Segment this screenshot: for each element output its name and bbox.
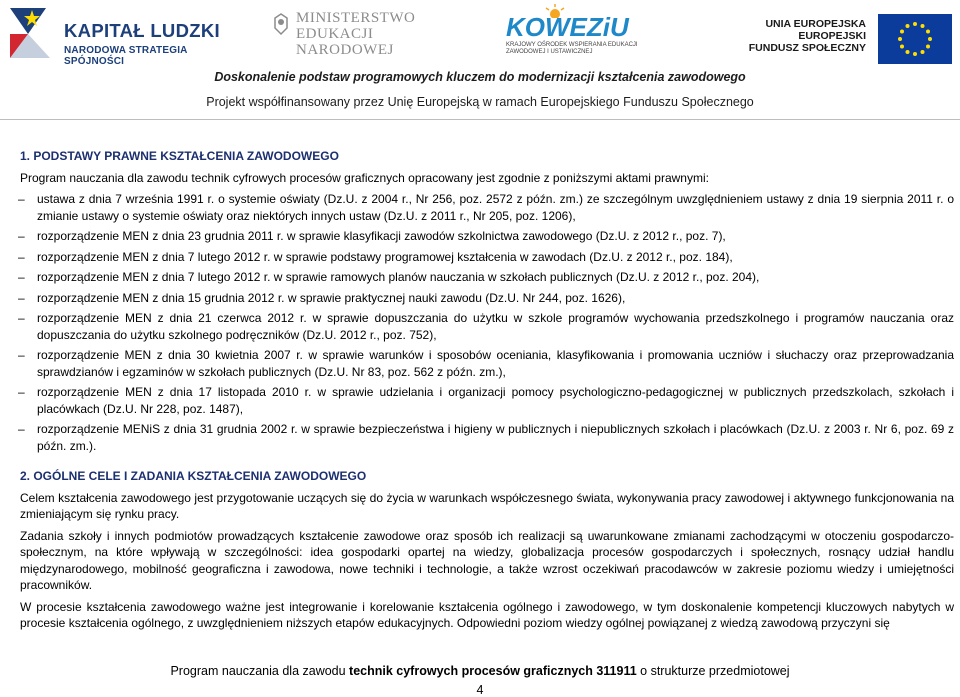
kl-title: KAPITAŁ LUDZKI	[64, 20, 220, 41]
section-2-heading: 2. OGÓLNE CELE I ZADANIA KSZTAŁCENIA ZAWODOWEGO	[20, 469, 367, 483]
eu-line-2: EUROPEJSKI	[798, 30, 866, 42]
list-item: – rozporządzenie MEN z dnia 30 kwietnia 2007 r. w sprawie warunków i sposobów oceniania, klasyfikowania i promowania uczniów i słuchaczy oraz przeprowadzania sprawdzianów i egzaminów w szkołach publicznych (Dz.U. Nr 83, poz. 562 z późn. zm.),	[20, 347, 954, 380]
eu-flag-icon	[878, 14, 952, 64]
page-footer	[0, 664, 960, 678]
list-item: – rozporządzenie MENiS z dnia 31 grudnia 2002 r. w sprawie bezpieczeństwa i higieny w publicznych i niepublicznych szkołach i placówkach (Dz.U. z 2003 r. Nr 6, poz. 69 z późn. zm.).	[20, 421, 954, 454]
kapital-ludzki-emblem-icon	[6, 4, 56, 60]
document-body	[20, 148, 954, 637]
page-number: 4	[476, 683, 484, 697]
men-line-1: MINISTERSTWO	[296, 10, 416, 26]
list-item: – rozporządzenie MEN z dnia 7 lutego 2012 r. w sprawie ramowych planów nauczania w szkołach publicznych (Dz.U. z 2012 r., poz. 204),	[20, 269, 954, 286]
eu-line-1: UNIA EUROPEJSKA	[765, 18, 866, 30]
footer-text-post: o strukturze przedmiotowej	[636, 664, 790, 678]
footer-text-pre: Program nauczania dla zawodu	[170, 664, 350, 678]
men-logo	[296, 6, 426, 56]
list-item: – rozporządzenie MEN z dnia 15 grudnia 2012 r. w sprawie praktycznej nauki zawodu (Dz.U. Nr 244, poz. 1626),	[20, 290, 954, 307]
project-subtitle: Projekt współfinansowany przez Unię Europejską w ramach Europejskiego Funduszu Społecznego	[206, 95, 754, 109]
men-line-3: NARODOWEJ	[296, 42, 394, 58]
list-item: – rozporządzenie MEN z dnia 21 czerwca 2012 r. w sprawie dopuszczania do użytku w szkole programów wychowania przedszkolnego i programów nauczania oraz dopuszczania do użytku szkolnego podręczników (Dz.U. 2012 r., poz. 752),	[20, 310, 954, 343]
eu-text	[746, 18, 866, 54]
kowezu-subtitle: KRAJOWY OŚRODEK WSPIERANIA EDUKACJI ZAWODOWEJ I USTAWICZNEJ	[506, 42, 638, 55]
section-1-heading: 1. PODSTAWY PRAWNE KSZTAŁCENIA ZAWODOWEGO	[20, 149, 339, 163]
eu-logo	[722, 8, 958, 64]
list-item: – rozporządzenie MEN z dnia 7 lutego 2012 r. w sprawie podstawy programowej kształcenia w zawodach (Dz.U. z 2012 r., poz. 184),	[20, 249, 954, 266]
kowezu-name: KOWEZiU	[506, 12, 629, 42]
project-title: Doskonalenie podstaw programowych kluczem do modernizacji kształcenia zawodowego	[214, 70, 746, 84]
section-2-paragraph-1: Celem kształcenia zawodowego jest przygotowanie uczących się do życia w warunkach współczesnego świata, wykonywania pracy zawodowej i aktywnego funkcjonowania na zmieniającym się rynku pracy.	[20, 490, 954, 521]
page-header	[0, 0, 960, 120]
section-2-paragraph-2: Zadania szkoły i innych podmiotów prowadzących kształcenie zawodowe oraz sposób ich realizacji są uwarunkowane zmianami zachodzącymi w otoczeniu gospodarczo-społecznym, na które wpływają w szczególności: idea gospodarki opartej na wiedzy, globalizacja procesów gospodarczych i społecznych, rosnący udział handlu międzynarodowego, mobilność geograficzna i zawodowa, nowe techniki i technologie, a także wzrost oczekiwań pracodawców w zakresie poziomu wiedzy i umiejętności pracowników.	[20, 528, 954, 592]
kowezu-logo	[500, 4, 660, 60]
list-item: – ustawa z dnia 7 września 1991 r. o systemie oświaty (Dz.U. z 2004 r., Nr 256, poz. 2572 z późn. zm.) ze szczególnym uwzględnieniem ustawy z dnia 19 sierpnia 2011 r. o zmianie ustawy o systemie oświaty oraz niektórych innych ustaw (Dz.U. z 2011 r., Nr 205, poz. 1206),	[20, 191, 954, 224]
header-divider	[0, 119, 960, 120]
eu-line-3: FUNDUSZ SPOŁECZNY	[748, 42, 866, 54]
footer-text-bold: technik cyfrowych procesów graficznych 311911	[349, 664, 637, 678]
kl-subtitle: NARODOWA STRATEGIA SPÓJNOŚCI	[64, 45, 188, 67]
legal-acts-list	[20, 191, 954, 454]
list-item: – rozporządzenie MEN z dnia 17 listopada 2010 r. w sprawie udzielania i organizacji pomocy psychologiczno-pedagogicznej w publicznych przedszkolach, szkołach i placówkach (Dz.U. Nr 228, poz. 1487),	[20, 384, 954, 417]
list-item: – rozporządzenie MEN z dnia 23 grudnia 2011 r. w sprawie klasyfikacji zawodów szkolnictwa zawodowego (Dz.U. z 2012 r., poz. 7),	[20, 228, 954, 245]
men-line-2: EDUKACJI	[296, 26, 374, 42]
eagle-crest-icon	[272, 12, 290, 36]
kapital-ludzki-logo	[6, 4, 226, 67]
section-1-intro: Program nauczania dla zawodu technik cyfrowych procesów graficznych opracowany jest zgodnie z poniższymi aktami prawnymi:	[20, 170, 709, 185]
section-2-paragraph-3: W procesie kształcenia zawodowego ważne jest integrowanie i korelowanie kształcenia ogólnego i zawodowego, w tym doskonalenie kompetencji kluczowych nabytych w procesie kształcenia ogólnego, z uwzględnieniem niższych etapów edukacyjnych. Odpowiedni poziom wiedzy ogólnej powiązanej z wiedzą zawodową przyczyni się	[20, 599, 954, 630]
